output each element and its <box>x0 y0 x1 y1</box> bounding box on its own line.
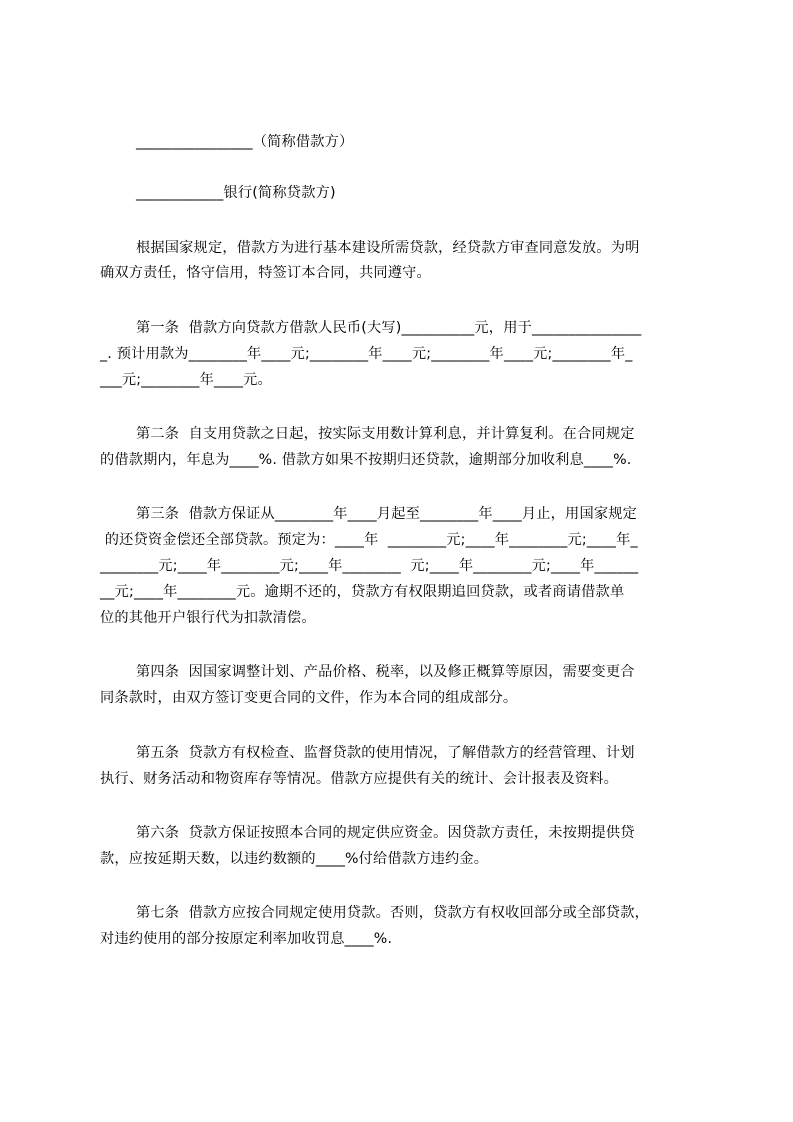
article-2-line-1: 第二条 自支用贷款之日起，按实际支用数计算利息，并计算复利。在合同规定 <box>136 426 635 442</box>
article-4-line-1: 第四条 因国家调整计划、产品价格、税率，以及修正概算等原因，需要变更合 <box>136 664 635 680</box>
preamble-line-1: 根据国家规定，借款方为进行基本建设所需贷款，经贷款方审查同意发放。为明 <box>136 240 640 256</box>
article-5-line-1: 第五条 贷款方有权检查、监督贷款的使用情况，了解借款方的经营管理、计划 <box>136 745 635 761</box>
article-3-line-3: ________元;____年________元;____年________ 元;____年________元;____年______ <box>100 558 639 574</box>
article-6-line-2: 款，应按延期天数，以违约数额的____%付给借款方违约金。 <box>100 851 489 867</box>
article-5-line-2: 执行、财务活动和物资库存等情况。借款方应提供有关的统计、会计报表及资料。 <box>100 771 618 787</box>
preamble-line-2: 确双方责任，恪守信用，特签订本合同，共同遵守。 <box>100 265 431 281</box>
article-4-line-2: 同条款时，由双方签订变更合同的文件，作为本合同的组成部分。 <box>100 690 518 706</box>
article-7-line-2: 对违约使用的部分按原定利率加收罚息____%. <box>100 931 393 947</box>
borrower-line: ________________（简称借款方） <box>136 134 354 150</box>
lender-line: ____________银行(简称贷款方) <box>136 185 336 201</box>
article-1-line-2: _. 预计用款为________年____元;________年____元;________年____元;________年_ <box>100 346 633 362</box>
article-3-line-4: __元;____年________元。逾期不还的，贷款方有权限期追回贷款，或者商请借款单 <box>100 584 625 600</box>
article-7-line-1: 第七条 借款方应按合同规定使用贷款。否则，贷款方有权收回部分或全部贷款， <box>136 905 649 921</box>
article-3-line-1: 第三条 借款方保证从________年____月起至________年____月止，用国家规定 <box>136 506 637 522</box>
article-1-line-1: 第一条 借款方向贷款方借款人民币(大写)__________元，用于_______________ <box>136 320 642 336</box>
article-1-line-3: ___元;________年____元。 <box>100 372 272 388</box>
article-6-line-1: 第六条 贷款方保证按照本合同的规定供应资金。因贷款方责任，未按期提供贷 <box>136 825 635 841</box>
article-3-line-2: 的还贷资金偿还全部贷款。预定为：____年 ________元;____年________元;____年_ <box>100 532 638 548</box>
article-3-line-5: 位的其他开户银行代为扣款清偿。 <box>100 610 316 626</box>
article-2-line-2: 的借款期内，年息为____%. 借款方如果不按期归还贷款，逾期部分加收利息____%. <box>100 452 632 468</box>
